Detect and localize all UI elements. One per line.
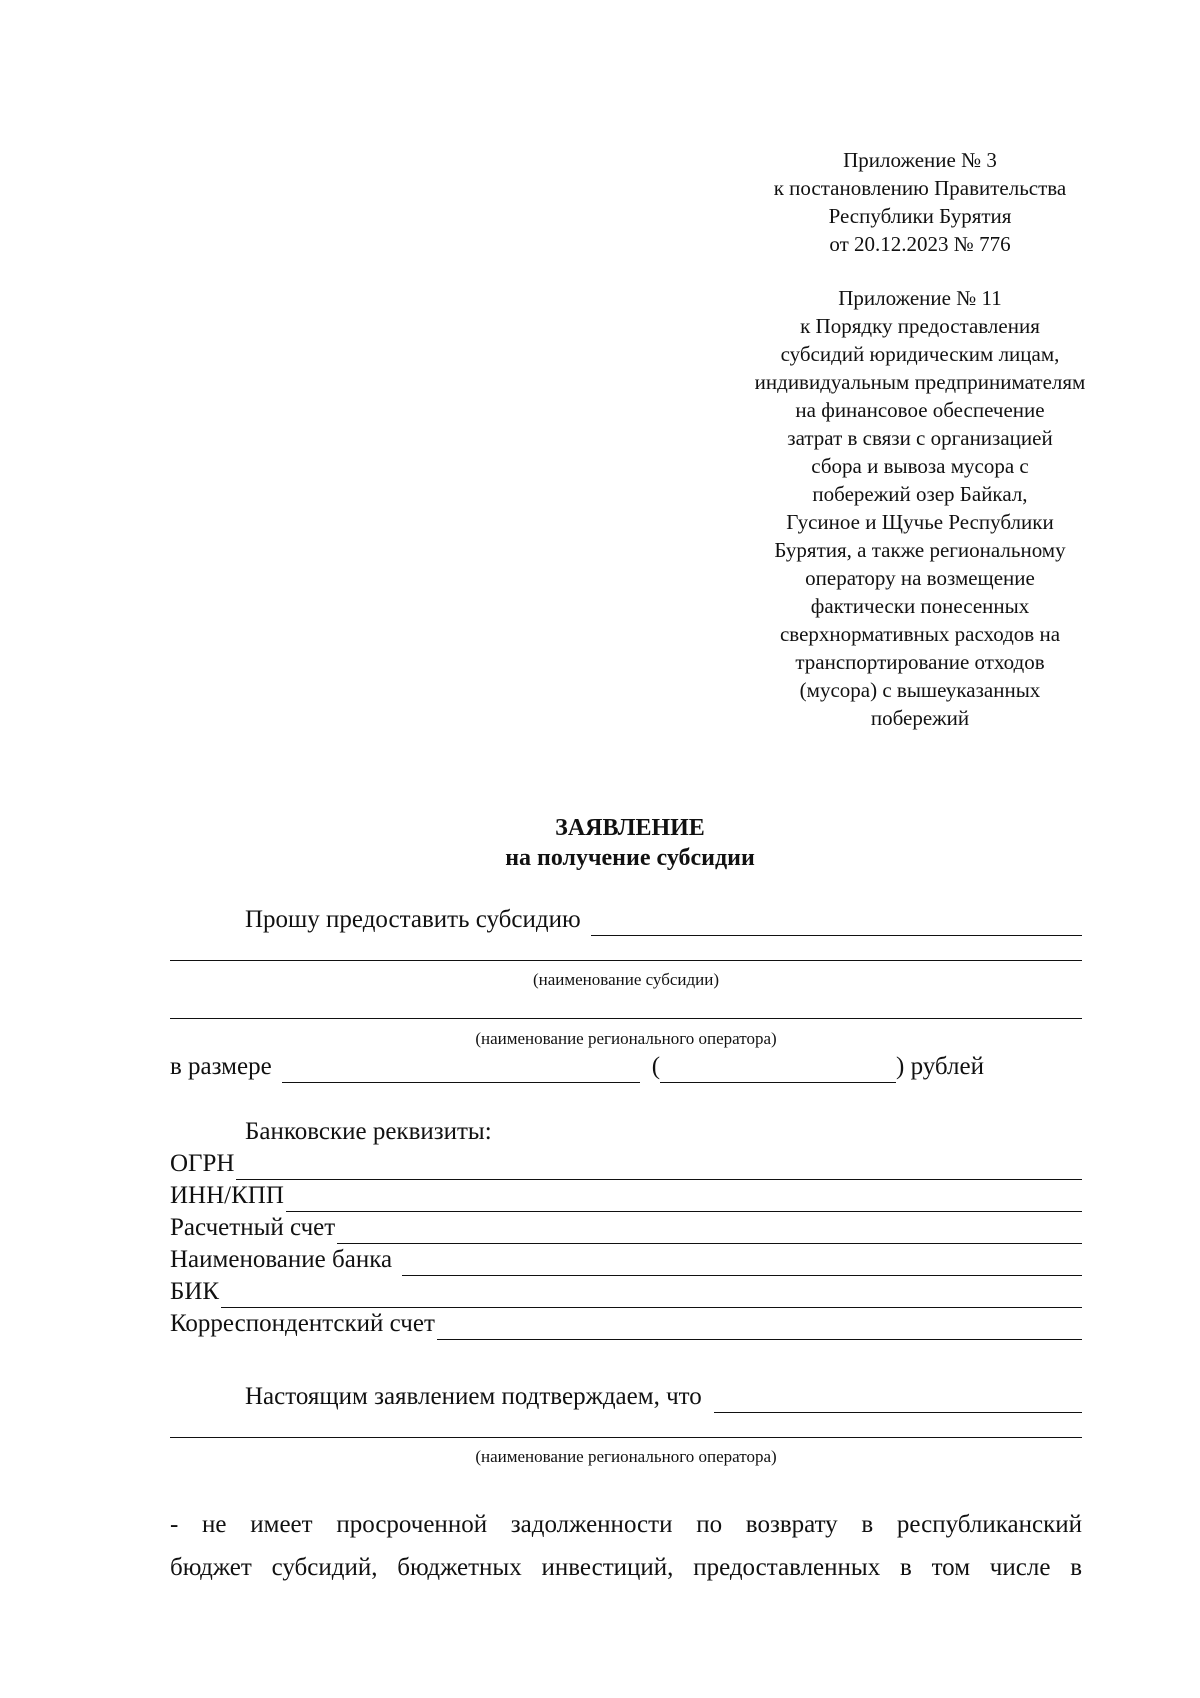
subsidy-name-field[interactable] [591,911,1082,936]
bik-label: БИК [170,1278,220,1305]
amount-prefix: в размере [170,1053,272,1080]
account-field[interactable] [337,1219,1082,1244]
appendix-11-line: оператору на возмещение [805,566,1035,590]
bank-name-label: Наименование банка [170,1246,393,1273]
subsidy-name-field-line[interactable] [170,960,1082,961]
amount-suffix: ) рублей [896,1053,984,1080]
account-label: Расчетный счет [170,1214,336,1241]
appendix-3-line: Приложение № 3 [843,148,997,172]
request-label: Прошу предоставить субсидию [245,906,581,933]
confirm-label: Настоящим заявлением подтверждаем, что [245,1383,702,1410]
appendix-11-block [720,284,1120,732]
request-row [245,904,1082,936]
operator-name-field-line[interactable] [170,1018,1082,1019]
inn-kpp-row [170,1180,1082,1212]
bik-field[interactable] [221,1283,1082,1308]
document-subtitle: на получение субсидии [505,845,755,871]
appendix-11-line: на финансовое обеспечение [795,398,1045,422]
confirm-operator-field-line[interactable] [170,1437,1082,1438]
bik-row [170,1276,1082,1308]
appendix-11-line: Приложение № 11 [838,286,1002,310]
ogrn-row [170,1148,1082,1180]
appendix-3-line: Республики Бурятия [828,204,1012,228]
inn-kpp-label: ИНН/КПП [170,1182,284,1209]
bank-details-title: Банковские реквизиты: [245,1118,492,1145]
appendix-3-block [720,146,1120,258]
body-line: - не имеет просроченной задолженности по возврату в республиканский [170,1511,1082,1538]
subsidy-name-caption: (наименование субсидии) [532,970,720,989]
operator-name-caption: (наименование регионального оператора) [475,1029,777,1048]
appendix-11-line: побережий озер Байкал, [812,482,1028,506]
appendix-11-line: Гусиное и Щучье Республики [786,510,1054,534]
amount-open-paren: ( [651,1053,661,1080]
appendix-11-line: к Порядку предоставления [800,314,1040,338]
document-heading [0,813,1200,873]
confirm-operator-field[interactable] [714,1388,1082,1413]
appendix-3-line: к постановлению Правительства [773,176,1067,200]
ogrn-field[interactable] [236,1155,1082,1180]
appendix-11-line: побережий [870,706,970,730]
confirm-row [245,1381,1082,1413]
amount-row [170,1051,1010,1083]
appendix-11-line: сверхнормативных расходов на [779,622,1061,646]
body-line: бюджет субсидий, бюджетных инвестиций, предоставленных в том числе в [170,1554,1082,1581]
ogrn-label: ОГРН [170,1150,235,1177]
corr-account-field[interactable] [437,1315,1082,1340]
confirm-operator-caption: (наименование регионального оператора) [475,1447,777,1466]
appendix-11-line: сбора и вывоза мусора с [811,454,1029,478]
bank-name-row [170,1244,1082,1276]
amount-digits-field[interactable] [282,1058,640,1083]
appendix-11-line: (мусора) с вышеуказанных [799,678,1041,702]
appendix-11-line: транспортирование отходов [795,650,1045,674]
account-row [170,1212,1082,1244]
amount-words-field[interactable] [660,1058,896,1083]
appendix-11-line: индивидуальным предпринимателям [754,370,1086,394]
corr-account-label: Корреспондентский счет [170,1310,435,1337]
appendix-11-line: затрат в связи с организацией [787,426,1053,450]
appendix-11-line: Бурятия, а также региональному [774,538,1066,562]
appendix-11-line: фактически понесенных [810,594,1030,618]
corr-account-row [170,1308,1082,1340]
document-title: ЗАЯВЛЕНИЕ [555,815,705,841]
appendix-3-line: от 20.12.2023 № 776 [829,232,1011,256]
inn-kpp-field[interactable] [286,1187,1082,1212]
bank-name-field[interactable] [402,1251,1082,1276]
appendix-11-line: субсидий юридическим лицам, [780,342,1060,366]
